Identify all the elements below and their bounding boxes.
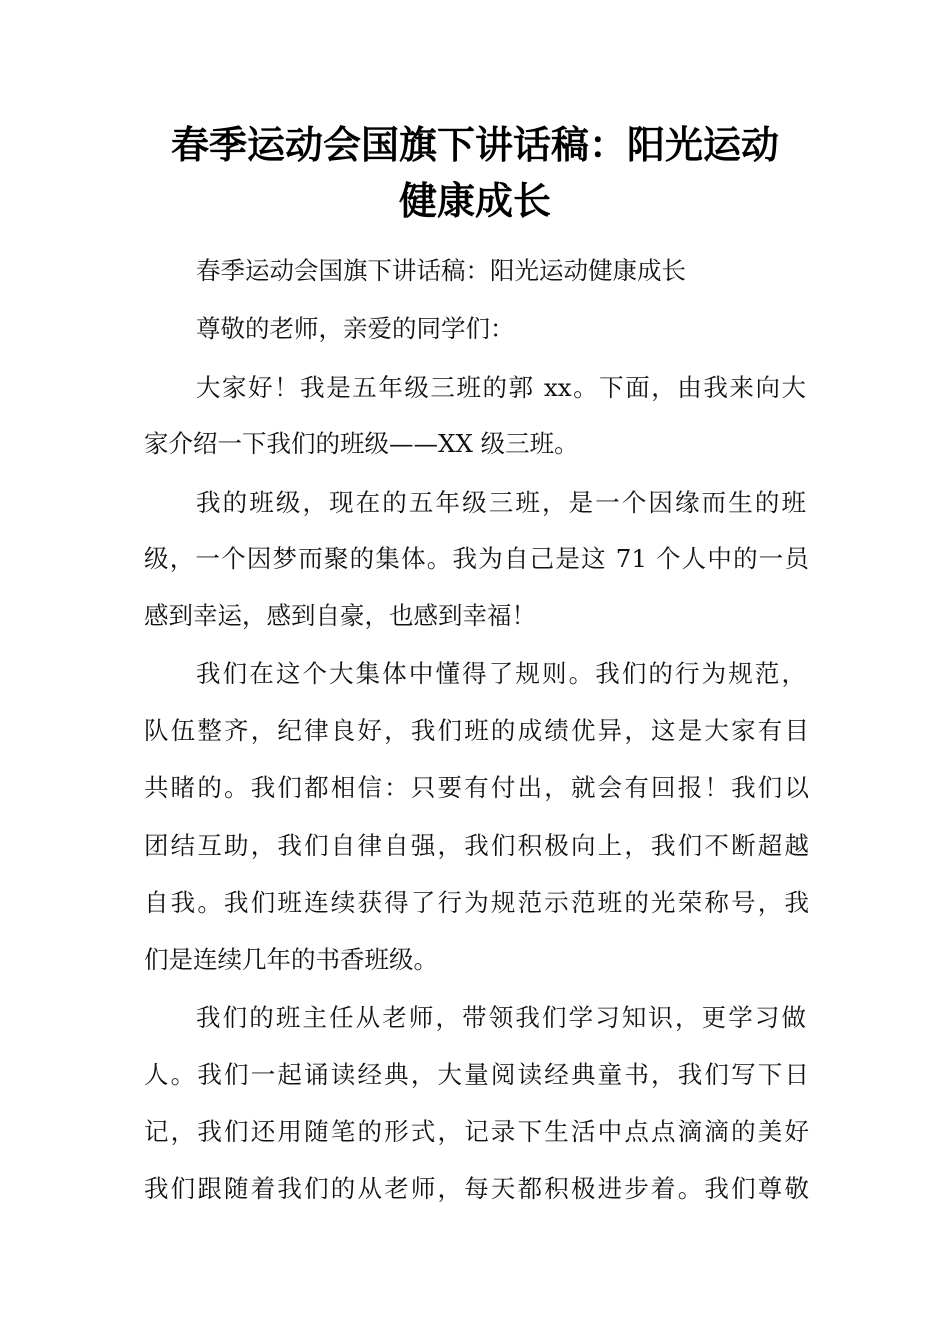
paragraph-line: 我的班级，现在的五年级三班，是一个因缘而生的班 bbox=[196, 488, 806, 517]
subtitle-line: 春季运动会国旗下讲话稿：阳光运动健康成长 bbox=[196, 256, 686, 285]
paragraph-line: 级，一个因梦而聚的集体。我为自己是这 71 个人中的一员 bbox=[144, 544, 809, 573]
paragraph-line: 团结互助，我们自律自强，我们积极向上，我们不断超越 bbox=[144, 831, 809, 860]
salutation-line: 尊敬的老师，亲爱的同学们： bbox=[196, 314, 515, 343]
paragraph-line: 家介绍一下我们的班级——XX 级三班。 bbox=[144, 429, 579, 458]
paragraph-line: 感到幸运，感到自豪，也感到幸福！ bbox=[144, 601, 536, 630]
paragraph-line: 我们在这个大集体中懂得了规则。我们的行为规范， bbox=[196, 659, 806, 688]
paragraph-line: 们是连续几年的书香班级。 bbox=[144, 945, 438, 974]
paragraph-line: 人。我们一起诵读经典，大量阅读经典童书，我们写下日 bbox=[144, 1060, 809, 1089]
paragraph-line: 共睹的。我们都相信：只要有付出，就会有回报！我们以 bbox=[144, 773, 809, 802]
paragraph-line: 大家好！我是五年级三班的郭 xx。下面，由我来向大 bbox=[196, 373, 806, 402]
paragraph-line: 记，我们还用随笔的形式，记录下生活中点点滴滴的美好 bbox=[144, 1117, 809, 1146]
paragraph-line: 队伍整齐，纪律良好，我们班的成绩优异，这是大家有目 bbox=[144, 716, 809, 745]
title-line-1: 春季运动会国旗下讲话稿：阳光运动 bbox=[170, 123, 779, 167]
paragraph-line: 我们跟随着我们的从老师，每天都积极进步着。我们尊敬 bbox=[144, 1174, 809, 1203]
title-line-2: 健康成长 bbox=[398, 179, 551, 223]
paragraph-line: 自我。我们班连续获得了行为规范示范班的光荣称号，我 bbox=[144, 888, 809, 917]
paragraph-line: 我们的班主任从老师，带领我们学习知识，更学习做 bbox=[196, 1003, 806, 1032]
